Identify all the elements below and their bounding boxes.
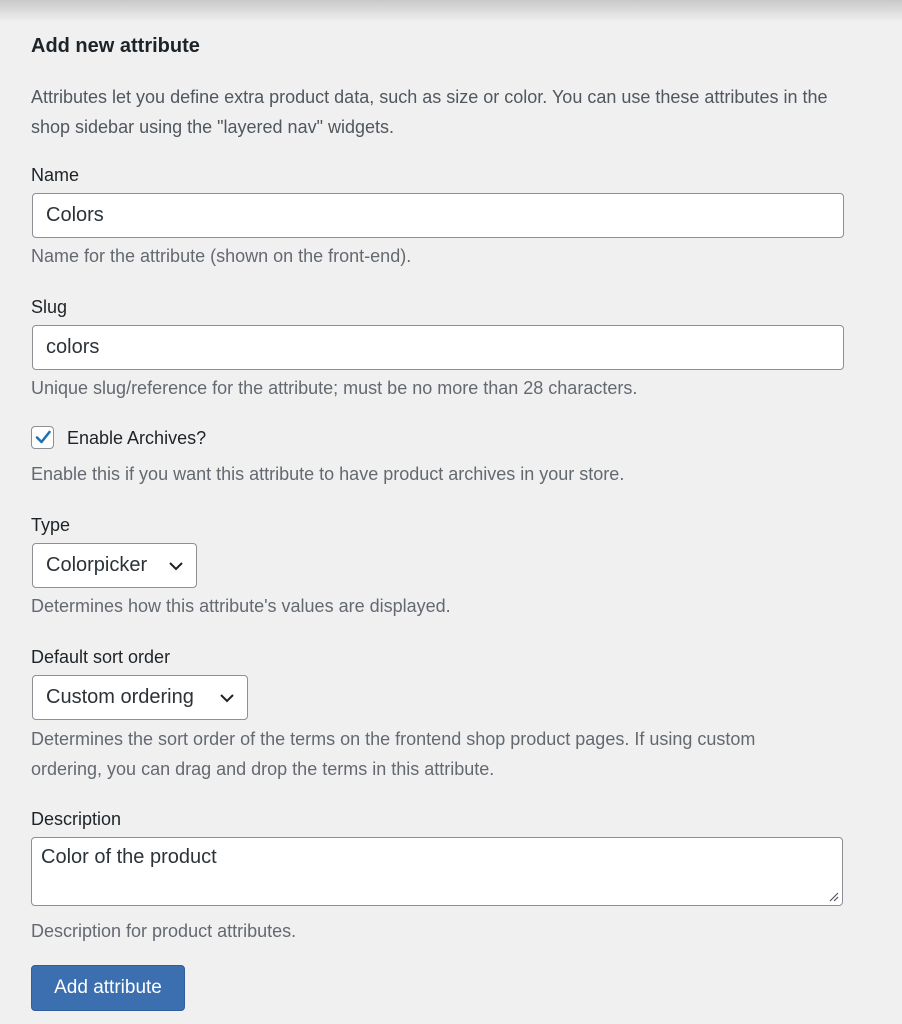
enable-archives-checkbox[interactable] [31, 426, 54, 449]
form-title: Add new attribute [31, 35, 200, 57]
type-help: Determines how this attribute's values are displayed. [31, 596, 451, 616]
name-help: Name for the attribute (shown on the front-end). [31, 246, 412, 266]
top-shadow [0, 0, 902, 22]
description-textarea[interactable] [31, 837, 843, 906]
chevron-down-icon [219, 690, 235, 706]
add-attribute-button[interactable]: Add attribute [31, 965, 185, 1011]
slug-label: Slug [31, 297, 68, 317]
sort-order-select-value: Custom ordering [46, 686, 194, 708]
name-input[interactable] [32, 193, 844, 238]
description-help: Description for product attributes. [31, 921, 297, 941]
slug-help: Unique slug/reference for the attribute; must be no more than 28 characters. [31, 378, 638, 398]
type-label: Type [31, 515, 71, 535]
name-label: Name [31, 165, 80, 185]
resize-handle-icon[interactable] [827, 890, 839, 902]
slug-input[interactable] [32, 325, 844, 370]
sort-order-help: Determines the sort order of the terms on the frontend shop product pages. If using custom ordering, you can drag and drop the terms in this attribute. [31, 729, 756, 779]
checkmark-icon [34, 428, 52, 446]
sort-order-label: Default sort order [31, 647, 171, 667]
type-select-value: Colorpicker [46, 554, 148, 576]
enable-archives-label[interactable]: Enable Archives? [67, 428, 207, 448]
archives-help: Enable this if you want this attribute to have product archives in your store. [31, 464, 625, 484]
type-select[interactable] [32, 543, 197, 588]
description-label: Description [31, 809, 122, 829]
chevron-down-icon [168, 558, 184, 574]
form-intro: Attributes let you define extra product data, such as size or color. You can use these attributes in the shop sidebar using the "layered nav" widgets. [31, 87, 828, 137]
sort-order-select[interactable] [32, 675, 248, 720]
